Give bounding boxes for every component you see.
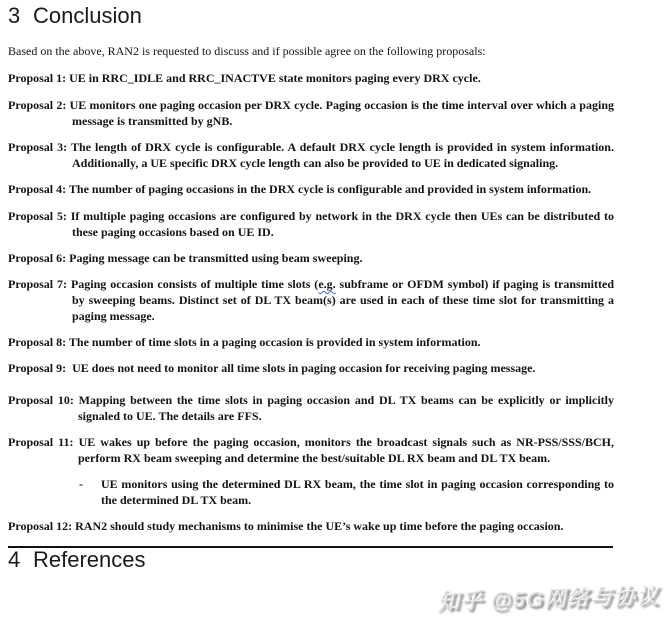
proposal-paragraph-8 xyxy=(8,334,614,350)
proposal-label: Proposal 9: xyxy=(8,361,67,375)
proposal-label: Proposal 11: xyxy=(8,435,74,449)
proposal-label: Proposal 7: xyxy=(8,277,68,291)
proposal-text: Paging occasion consists of multiple time slots ( xyxy=(70,277,319,291)
proposal-paragraph-3 xyxy=(8,139,614,171)
proposal-text: RAN2 should study mechanisms to minimise the UE’s wake up time before the paging occasion. xyxy=(75,519,564,533)
proposal-text: UE wakes up before the paging occasion, monitors the broadcast signals such as NR-PSS/SSS/BCH, perform RX beam sweeping and determine the best/suitable DL RX beam and DL TX beam. xyxy=(78,435,614,465)
proposal-label: Proposal 8: xyxy=(8,335,67,349)
proposal-paragraph-12 xyxy=(8,518,614,534)
proposal-text: UE does not need to monitor all time slots in paging occasion for receiving paging message. xyxy=(72,361,536,375)
zhihu-watermark: 知乎 @5G网络与协议 xyxy=(437,584,661,615)
heading-number: 4 xyxy=(8,547,21,572)
proposal-label: Proposal 10: xyxy=(8,393,74,407)
proposal-paragraph-1 xyxy=(8,70,614,86)
spellcheck-underlined-word: e.g. xyxy=(318,277,336,291)
proposal-paragraph-10 xyxy=(8,392,614,424)
proposal-text: Paging message can be transmitted using beam sweeping. xyxy=(69,251,363,265)
heading-title: Conclusion xyxy=(33,3,142,28)
proposal-text: The number of time slots in a paging occasion is provided in system information. xyxy=(68,335,481,349)
document-page xyxy=(8,0,614,570)
proposal-text: If multiple paging occasions are configured by network in the DRX cycle then UEs can be distributed to these paging occasions based on UE ID. xyxy=(70,209,614,239)
proposal-paragraph-6 xyxy=(8,250,614,266)
proposal-text: The number of paging occasions in the DRX cycle is configurable and provided in system information. xyxy=(68,182,592,196)
section-heading-conclusion xyxy=(8,3,614,29)
intro-paragraph: Based on the above, RAN2 is requested to discuss and if possible agree on the following proposals: xyxy=(8,44,486,58)
proposal-text: Mapping between the time slots in paging occasion and DL TX beams can be explicitly or implicitly signaled to UE. The details are FFS. xyxy=(78,393,614,423)
proposal-label: Proposal 4: xyxy=(8,182,67,196)
proposal-text: subframe or OFDM symbol) if paging is transmitted by sweeping beams. Distinct set of DL TX beam(s) are used in each of these time slot for transmitting a paging message. xyxy=(72,277,615,323)
proposal-paragraph-9 xyxy=(8,360,614,376)
proposal-paragraph-5 xyxy=(8,208,614,240)
heading-number: 3 xyxy=(8,3,21,28)
dash-bullet: - xyxy=(79,477,83,491)
proposal-label: Proposal 2: xyxy=(8,98,67,112)
heading-title: References xyxy=(33,547,146,572)
proposal-sub-item xyxy=(8,476,614,508)
proposal-text: UE monitors one paging occasion per DRX cycle. Paging occasion is the time interval over which a paging message is transmitted by gNB. xyxy=(69,98,614,128)
sub-item-text: UE monitors using the determined DL RX beam, the time slot in paging occasion corresponding to the determined DL TX beam. xyxy=(101,477,614,507)
proposal-text: The length of DRX cycle is configurable. A default DRX cycle length is provided in system information. Additionally, a UE specific DRX cycle length can also be provided to UE in dedicated signaling. xyxy=(70,140,614,170)
proposal-label: Proposal 6: xyxy=(8,251,67,265)
proposal-label: Proposal 5: xyxy=(8,209,67,223)
proposal-label: Proposal 12: xyxy=(8,519,73,533)
proposal-label: Proposal 3: xyxy=(8,140,68,154)
proposal-paragraph-11 xyxy=(8,434,614,466)
proposal-paragraph-7 xyxy=(8,276,614,324)
proposal-text: UE in RRC_IDLE and RRC_INACTVE state monitors paging every DRX cycle. xyxy=(69,71,481,85)
proposal-label: Proposal 1: xyxy=(8,71,67,85)
section-heading-references xyxy=(8,547,614,572)
proposal-paragraph-2 xyxy=(8,97,614,129)
proposal-paragraph-4 xyxy=(8,181,614,197)
